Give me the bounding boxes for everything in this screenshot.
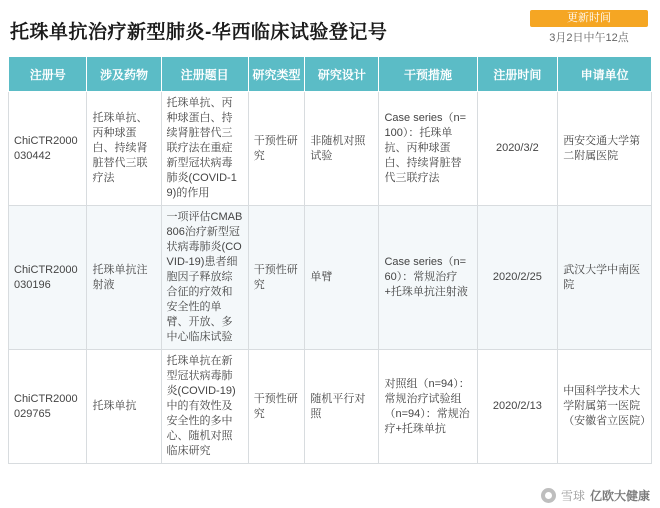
cell-drug: 托珠单抗 xyxy=(87,350,161,464)
watermark xyxy=(541,487,650,504)
cell-study-type: 干预性研究 xyxy=(248,206,305,350)
cell-reg-no: ChiCTR2000030196 xyxy=(9,206,87,350)
update-date: 3月2日中午12点 xyxy=(549,32,629,44)
table-row xyxy=(9,350,652,464)
cell-study-design: 单臂 xyxy=(305,206,379,350)
cell-intervention: Case series（n=100）：托珠单抗、丙种球蛋白、持续肾脏替代三联疗法 xyxy=(379,92,477,206)
table-row xyxy=(9,92,652,206)
cell-intervention: Case series（n=60）：常规治疗+托珠单抗注射液 xyxy=(379,206,477,350)
cell-intervention: 对照组（n=94）：常规治疗试验组（n=94）：常规治疗+托珠单抗 xyxy=(379,350,477,464)
watermark-publisher: 亿欧大健康 xyxy=(589,489,650,503)
watermark-source: 雪球 xyxy=(560,489,585,503)
cell-reg-date: 2020/3/2 xyxy=(477,92,558,206)
page-header xyxy=(0,0,660,54)
clinical-trials-table xyxy=(8,56,652,464)
cell-organization: 武汉大学中南医院 xyxy=(558,206,652,350)
cell-title: 托珠单抗、丙种球蛋白、持续肾脏替代三联疗法在重症新型冠状病毒肺炎(COVID-19)的作用 xyxy=(161,92,248,206)
column-header-study-type: 研究类型 xyxy=(248,57,305,92)
cell-reg-date: 2020/2/25 xyxy=(477,206,558,350)
page-title: 托珠单抗治疗新型肺炎-华西临床试验登记号 xyxy=(10,22,388,43)
cell-reg-date: 2020/2/13 xyxy=(477,350,558,464)
column-header-title: 注册题目 xyxy=(161,57,248,92)
cell-organization: 西安交通大学第二附属医院 xyxy=(558,92,652,206)
cell-study-type: 干预性研究 xyxy=(248,92,305,206)
table-header-row xyxy=(9,57,652,92)
column-header-organization: 申请单位 xyxy=(558,57,652,92)
cell-organization: 中国科学技术大学附属第一医院（安徽省立医院） xyxy=(558,350,652,464)
column-header-drug: 涉及药物 xyxy=(87,57,161,92)
column-header-reg-date: 注册时间 xyxy=(477,57,558,92)
cell-reg-no: ChiCTR2000029765 xyxy=(9,350,87,464)
table-row xyxy=(9,206,652,350)
update-badge: 更新时间 xyxy=(530,10,648,27)
cell-drug: 托珠单抗、丙种球蛋白、持续肾脏替代三联疗法 xyxy=(87,92,161,206)
column-header-intervention: 干预措施 xyxy=(379,57,477,92)
cell-reg-no: ChiCTR2000030442 xyxy=(9,92,87,206)
cell-title: 一项评估CMAB806治疗新型冠状病毒肺炎(COVID-19)患者细胞因子释放综合征的疗效和安全性的单臂、开放、多中心临床试验 xyxy=(161,206,248,350)
snowball-logo-icon xyxy=(541,488,556,503)
cell-title: 托珠单抗在新型冠状病毒肺炎(COVID-19)中的有效性及安全性的多中心、随机对照临床研究 xyxy=(161,350,248,464)
cell-drug: 托珠单抗注射液 xyxy=(87,206,161,350)
column-header-study-design: 研究设计 xyxy=(305,57,379,92)
cell-study-design: 随机平行对照 xyxy=(305,350,379,464)
cell-study-type: 干预性研究 xyxy=(248,350,305,464)
update-info xyxy=(530,10,648,46)
cell-study-design: 非随机对照试验 xyxy=(305,92,379,206)
column-header-reg-no: 注册号 xyxy=(9,57,87,92)
